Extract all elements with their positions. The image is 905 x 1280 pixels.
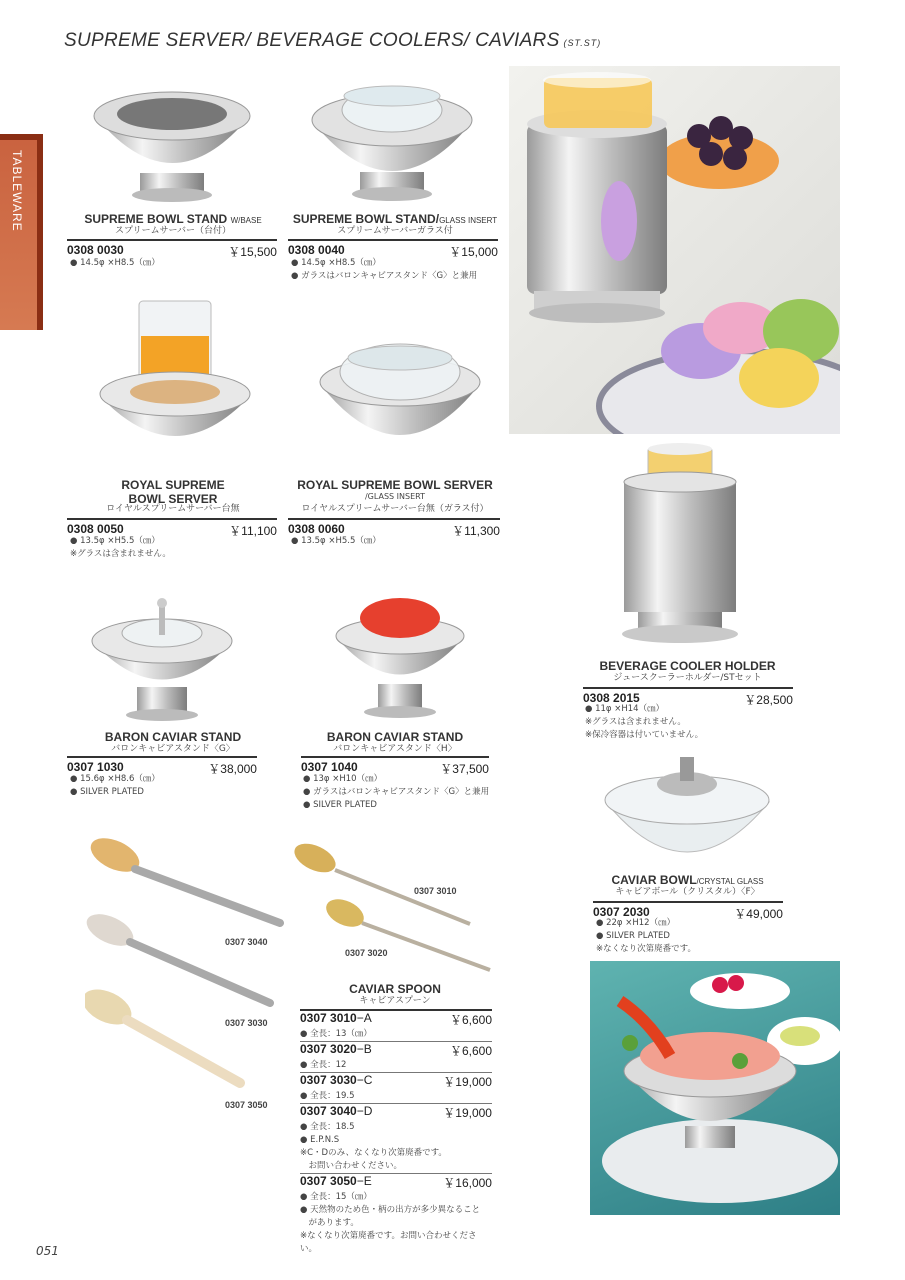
baron-caviar-stand-g-image	[85, 597, 240, 725]
spoon-row: 0307 3050−E ￥16,000	[300, 1174, 492, 1190]
product-notes: ● 22φ ×H12（㎝） ● SILVER PLATED ※なくなり次第廃番です。	[596, 918, 696, 954]
caviar-dish-photo	[590, 961, 840, 1215]
product-name: ROYAL SUPREME BOWL SERVER	[121, 478, 225, 506]
product-name-jp: バロンキャビアスタンド〈H〉	[333, 744, 457, 754]
product-name-jp: ジュースクーラーホルダー/STセット	[613, 673, 762, 683]
spoon-row: 0307 3020−B ￥6,600	[300, 1042, 492, 1058]
supreme-bowl-stand-image	[85, 78, 260, 206]
product-name: BARON CAVIAR STAND	[104, 730, 242, 744]
product-code-row: 0308 2015 ￥28,500	[583, 687, 793, 708]
product-name: SUPREME BOWL STAND W/BASE	[84, 212, 262, 226]
product-notes: ● 14.5φ ×H8.5（㎝）	[70, 258, 160, 268]
product-name-jp: バロンキャビアスタンド〈G〉	[111, 744, 235, 754]
product-name: BEVERAGE COOLER HOLDER	[599, 659, 776, 673]
royal-supreme-bowl-image	[95, 296, 255, 466]
product-code-row: 0308 0040 ￥15,000	[288, 239, 498, 260]
product-name: CAVIAR BOWL/CRYSTAL GLASS	[611, 873, 764, 887]
caviar-bowl-crystal-image	[600, 752, 775, 867]
spoon-label: 0307 3020	[345, 948, 388, 958]
product-code-row: 0308 0050 ￥11,100	[67, 518, 277, 539]
product-name: SUPREME BOWL STAND/GLASS INSERT	[292, 212, 498, 226]
product-notes: ● 13.5φ ×H5.5（㎝）	[291, 536, 381, 546]
baron-caviar-stand-h-image	[330, 592, 470, 722]
product-name: BARON CAVIAR STAND	[326, 730, 464, 744]
product-name: ROYAL SUPREME BOWL SERVER	[297, 478, 493, 492]
royal-supreme-glass-image	[315, 336, 485, 446]
supreme-bowl-glass-image	[305, 70, 480, 205]
product-name-jp: スプリームサーバー（台付）	[114, 226, 231, 236]
product-notes: ● 15.6φ ×H8.6（㎝） ● SILVER PLATED	[70, 774, 160, 797]
product-code-row: 0308 0030 ￥15,500	[67, 239, 277, 260]
section-tab-label: TABLEWARE	[10, 150, 24, 232]
product-code-row: 0307 2030 ￥49,000	[593, 901, 783, 922]
product-notes: ● 14.5φ ×H8.5（㎝） ● ガラスはバロンキャビアスタンド〈G〉と兼用	[291, 258, 478, 281]
product-name-jp: キャビアボール（クリスタル）〈F〉	[615, 887, 760, 897]
spoon-row: 0307 3040−D ￥19,000	[300, 1104, 492, 1120]
spoon-label: 0307 3030	[225, 1018, 268, 1028]
product-notes: ● 13.5φ ×H5.5（㎝） ※グラスは含まれません。	[70, 536, 171, 559]
spoon-row: 0307 3010−A ￥6,600	[300, 1011, 492, 1027]
product-name-jp: ロイヤルスプリームサーバー台無（ガラス付）	[301, 504, 489, 514]
product-name-jp: ロイヤルスプリームサーバー台無	[106, 504, 240, 514]
caviar-spoons-image	[85, 835, 290, 1115]
page-number: 051	[36, 1244, 59, 1258]
caviar-spoons-gold-image	[290, 838, 500, 978]
beverage-cooler-holder-image	[610, 442, 750, 650]
product-code-row: 0307 1040 ￥37,500	[301, 756, 489, 777]
caviar-spoon-title: CAVIAR SPOON	[349, 982, 441, 996]
product-notes: ● 11φ ×H14（㎝） ※グラスは含まれません。 ※保冷容器は付いていません。	[585, 704, 704, 740]
caviar-spoon-table: 0307 3010−A ￥6,600 ● 全長：13（㎝） 0307 3020−B ￥6,600 ● 全長：12 0307 3030−C ￥19,000 ● 全長：19.5 0307 3040−D ￥19,000 ● 全長：18.5 ● E.P.N.S ※C・Dのみ、なくなり次第廃番です。 お問い合わせください。 0307 3050−E ￥16,000 ● 全長：15（㎝） ● 天然物のため色・柄の出方が多少異なること があります。 ※なくなり次第廃番です。お問い合わせください。	[300, 1011, 492, 1254]
spoon-label: 0307 3040	[225, 937, 268, 947]
spoon-row: 0307 3030−C ￥19,000	[300, 1073, 492, 1089]
beverage-cooler-photo	[509, 66, 840, 434]
product-notes: ● 13φ ×H10（㎝） ● ガラスはバロンキャビアスタンド〈G〉と兼用 ● SILVER PLATED	[303, 774, 490, 810]
page-title: SUPREME SERVER/ BEVERAGE COOLERS/ CAVIARS (ST.ST)	[64, 30, 602, 51]
product-name-jp: スプリームサーバーガラス付	[337, 226, 453, 236]
product-code-row: 0307 1030 ￥38,000	[67, 756, 257, 777]
spoon-label: 0307 3050	[225, 1100, 268, 1110]
spoon-label: 0307 3010	[414, 886, 457, 896]
product-code-row: 0308 0060 ￥11,300	[288, 518, 500, 539]
product-name-small: /GLASS INSERT	[364, 492, 426, 501]
caviar-spoon-jp: キャビアスプーン	[359, 996, 431, 1006]
